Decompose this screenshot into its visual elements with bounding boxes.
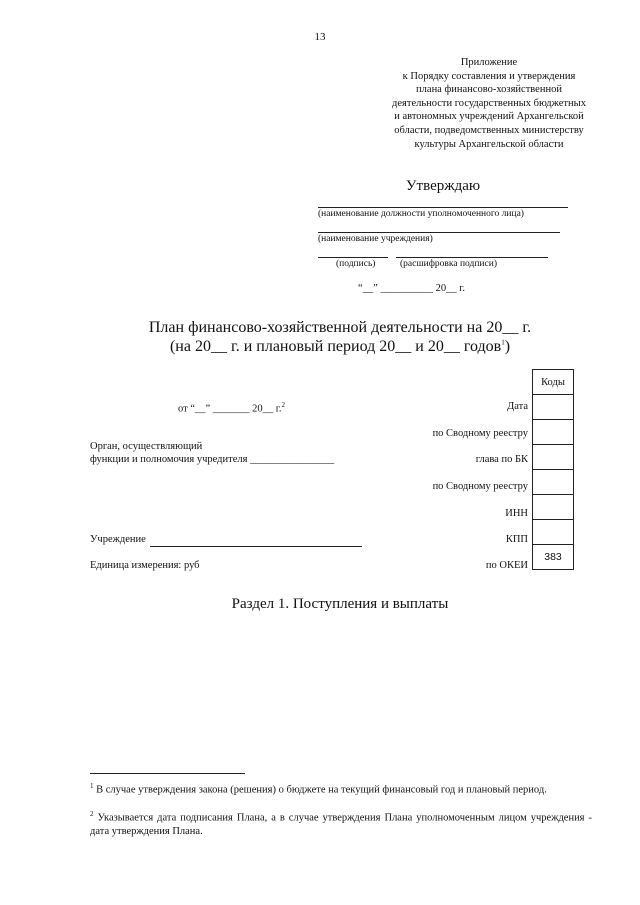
code-cell-registry-2 [533, 470, 574, 495]
institution-label: Учреждение [90, 534, 146, 545]
footnote-2-text: Указывается дата подписания Плана, а в случае утверждения Плана уполномоченным лицом учреждения - дата утверждения Плана. [90, 812, 592, 837]
footnote-mark-2: 2 [90, 810, 94, 818]
row-label-registry: по Сводному реестру [432, 428, 528, 439]
code-cell-registry [533, 420, 574, 445]
institution-caption: (наименование учреждения) [318, 234, 433, 244]
appendix-line: к Порядку составления и утверждения [402, 70, 576, 82]
row-label-inn: ИНН [505, 508, 528, 519]
page-number: 13 [314, 31, 326, 43]
footnote-2 [90, 808, 592, 839]
table-row [533, 545, 574, 570]
form-date [178, 401, 285, 415]
code-cell-kpp [533, 520, 574, 545]
footnote-ref-1: 1 [501, 338, 505, 347]
footnote-separator [90, 773, 245, 774]
row-label-registry-2: по Сводному реестру [432, 481, 528, 492]
row-label-kpp: КПП [505, 534, 528, 545]
founder-label-line1: Орган, осуществляющий [90, 441, 203, 452]
unit-label: Единица измерения: руб [90, 560, 200, 571]
table-row [533, 470, 574, 495]
table-row [533, 520, 574, 545]
plan-subtitle [0, 338, 640, 356]
appendix-line: плана финансово-хозяйственной [416, 84, 562, 96]
approval-date: “__” __________ 20__ г. [358, 283, 465, 294]
footnote-ref-2: 2 [281, 401, 286, 409]
code-cell-bk [533, 445, 574, 470]
table-row [533, 370, 574, 395]
footnote-1 [90, 780, 592, 797]
signature-decoding-line [396, 257, 548, 258]
table-row [533, 395, 574, 420]
position-caption: (наименование должности уполномоченного лица) [318, 209, 524, 219]
appendix-line: Приложение [460, 57, 518, 68]
row-label-okei: по ОКЕИ [485, 560, 528, 571]
row-label-bk: глава по БК [475, 454, 528, 465]
signature-caption: (подпись) [336, 259, 376, 269]
footnote-1-text: В случае утверждения закона (решения) о бюджете на текущий финансовый год и плановый период. [96, 784, 547, 796]
codes-header: Коды [533, 370, 574, 395]
row-label-date: Дата [507, 401, 528, 412]
plan-title: План финансово-хозяйственной деятельности на 20__ г. [148, 319, 532, 336]
founder-label-line2: функции и полномочия учредителя ________________ [90, 454, 335, 465]
signature-decoding-caption: (расшифровка подписи) [400, 259, 497, 269]
appendix-line: и автономных учреждений Архангельской [394, 111, 584, 123]
footnote-mark-1: 1 [90, 782, 94, 790]
appendix-line: культуры Архангельской области [414, 138, 564, 150]
appendix-note [378, 56, 600, 151]
section-title: Раздел 1. Поступления и выплаты [231, 596, 449, 612]
code-cell-date [533, 395, 574, 420]
approval-heading: Утверждаю [405, 178, 481, 194]
appendix-line: области, подведомственных министерству [394, 124, 584, 136]
table-row [533, 445, 574, 470]
code-cell-okei: 383 [533, 545, 574, 570]
appendix-line: деятельности государственных бюджетных [392, 97, 586, 109]
code-cell-inn [533, 495, 574, 520]
signature-line [318, 257, 388, 258]
position-line [318, 207, 568, 208]
table-row [533, 495, 574, 520]
plan-subtitle-text: (на 20__ г. и плановый период 20__ и 20__ годов [169, 338, 502, 355]
institution-line [318, 232, 560, 233]
form-date-text: от “__” _______ 20__ г. [178, 403, 282, 415]
table-row [533, 420, 574, 445]
institution-field-line [150, 546, 362, 547]
plan-subtitle-end: ) [504, 338, 511, 355]
codes-table [532, 369, 574, 570]
